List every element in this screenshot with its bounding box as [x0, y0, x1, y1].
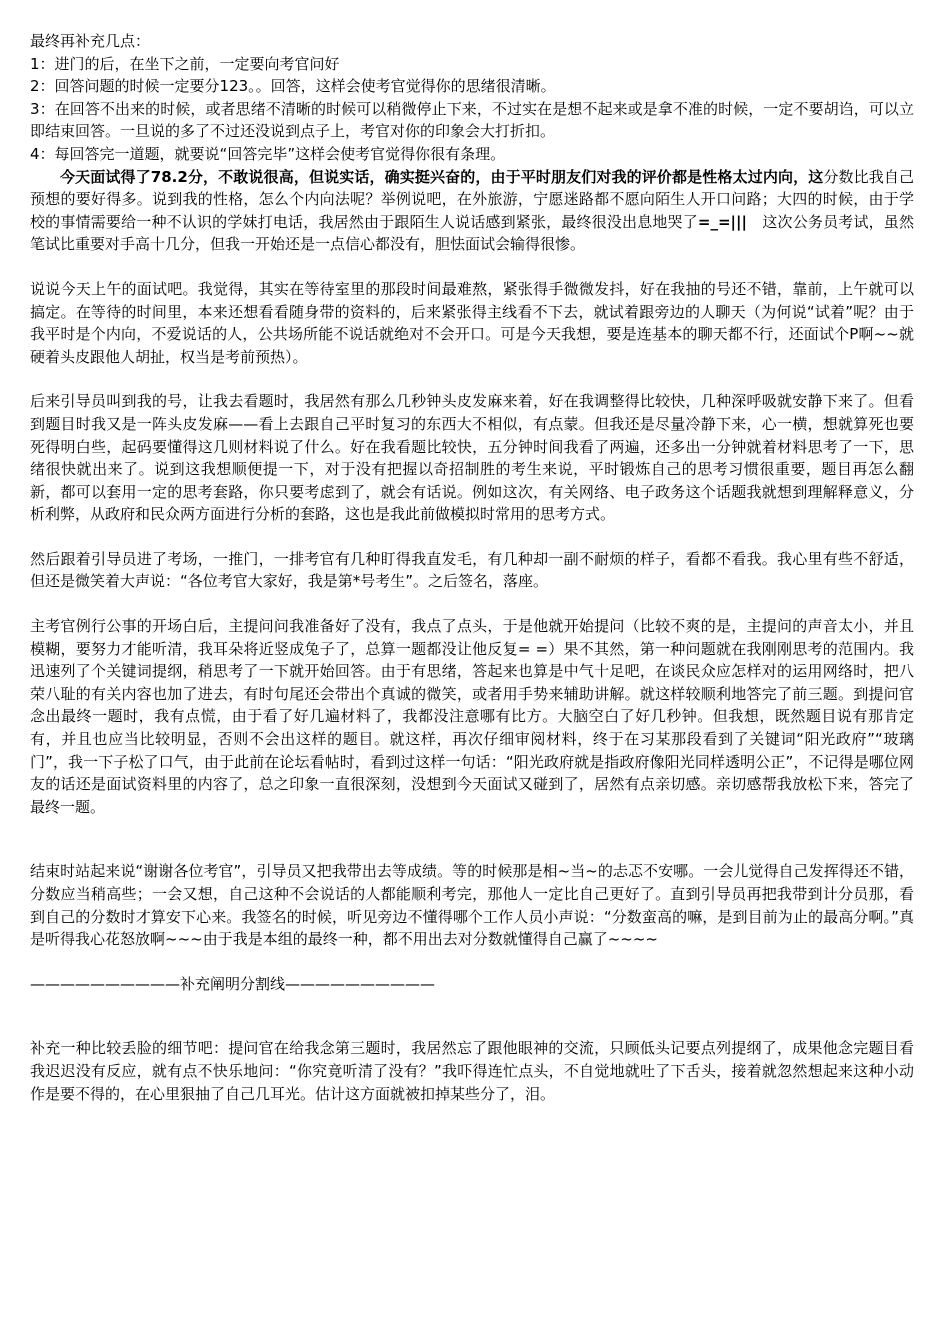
paragraph-reading: 后来引导员叫到我的号，让我去看题时，我居然有那么几秒钟头皮发麻来着，好在我调整得比较快，几种深呼吸就安静下来了。但看到题目时我又是一阵头皮发麻——看上去跟自己平时复习的东西大不相似，有点蒙。但我还是尽量冷静下来，心一横，想就算死也要死得明白些，起码要懂得这几则材料说了什么。好在我看题比较快，五分钟时间我看了两遍，还多出一分钟就着材料思考了一下，思绪很快就出来了。说到这我想顺便提一下，对于没有把握以奇招制胜的考生来说，平时锻炼自己的思考习惯很重要，题目再怎么翻新，都可以套用一定的思考套路，你只要考虑到了，就会有话说。例如这次，有关网络、电子政务这个话题我就想到理解释意义，分析利弊，从政府和民众两方面进行分析的套路，这也是我此前做模拟时常用的思考方式。 [30, 392, 914, 524]
tip-item-1: 1：进门的后，在坐下之前，一定要向考官问好 [30, 54, 340, 73]
tip-item-4: 4：每回答完一道题，就要说“回答完毕”这样会使考官觉得你很有条理。 [30, 144, 506, 163]
section-divider: ——————————补充阐明分割线—————————— [30, 974, 436, 993]
spacer [30, 951, 914, 973]
spacer [30, 593, 914, 615]
paragraph-waiting: 说说今天上午的面试吧。我觉得，其实在等待室里的那段时间最难熬，紧张得手微微发抖，好在我抽的号还不错，靠前，上午就可以搞定。在等待的时间里，本来还想看看随身带的资料的，后来紧张得主线看不下去，就试着跟旁边的人聊天（为何说“试着”呢？由于我平时是个内向，不爱说话的人，公共场所能不说话就绝对不会开口。可是今天我想，要是连基本的聊天都不行，还面试个P啊~~就硬着头皮跟他人胡扯，权当是考前预热）。 [30, 279, 914, 366]
emoticon-text: =_=||| [697, 212, 747, 231]
score-tail: 这次公务员考试，虽然笔试比重要对手高十几分，但我一开始还是一点信心都没有，胆怯面试会输得很惨。 [30, 212, 914, 254]
paragraph-detail: 补充一种比较丢脸的细节吧：提问官在给我念第三题时，我居然忘了跟他眼神的交流，只顾低头记要点列提纲了，成果他念完题目看我迟迟没有反应，就有点不快乐地问：“你究竟听清了没有？”我吓得连忙点头，不自觉地就吐了下舌头，接着就忽然想起来这种小动作是要不得的，在心里狠抽了自己几耳光。估计这方面就被扣掉某些分了，泪。 [30, 1039, 914, 1103]
tip-item-3: 3：在回答不出来的时候，或者思绪不清晰的时候可以稍微停止下来，不过实在是想不起来或是拿不准的时候，一定不要胡诌，可以立即结束回答。一旦说的多了不过还没说到点子上，考官对你的印象会大打折扣。 [30, 99, 914, 141]
spacer [30, 256, 914, 278]
spacer [30, 526, 914, 548]
document-page [30, 30, 914, 1105]
tips-intro: 最终再补充几点： [30, 32, 151, 50]
tip-item-2: 2：回答问题的时候一定要分123。。回答，这样会使考官觉得你的思绪很清晰。 [30, 77, 556, 96]
tips-section [30, 30, 914, 166]
spacer [30, 995, 914, 1037]
score-highlight: 今天面试得了78.2分，不敢说很高，但说实话，确实挺兴奋的，由于平时朋友们对我的评价都是性格太过内向，这 [60, 167, 824, 186]
paragraph-result: 结束时站起来说“谢谢各位考官”，引导员又把我带出去等成绩。等的时候那是相~当~的忐忑不安哪。一会儿觉得自己发挥得还不错，分数应当稍高些；一会又想，自己这种不会说话的人都能顺利考完，那他人一定比自己更好了。直到引导员再把我带到计分员那，看到自己的分数时才算安下心来。我签名的时候，听见旁边不懂得哪个工作人员小声说：“分数蛮高的嘛，是到目前为止的最高分啊。”真是听得我心花怒放啊~~~由于我是本组的最终一种，都不用出去对分数就懂得自己赢了~~~~ [30, 862, 914, 949]
paragraph-answering: 主考官例行公事的开场白后，主提问问我准备好了没有，我点了点头，于是他就开始提问（比较不爽的是，主提问的声音太小，并且模糊，要努力才能听清，我耳朵将近竖成兔子了，总算一题都没让他反复= =）果不其然，第一种问题就在我刚刚思考的范围内。我迅速列了个关键词提纲，稍思考了一下就开始回答。由于有思绪，答起来也算是中气十足吧，在谈民众应怎样对的运用网络时，把八荣八耻的有关内容也加了进去，有时句尾还会带出个真诚的微笑，或者用手势来辅助讲解。就这样较顺利地答完了前三题。到提问官念出最终一题时，我有点慌，由于看了好几遍材料了，我都没注意哪有比方。大脑空白了好几秒钟。但我想，既然题目说有那肯定有，并且也应当比较明显，否则不会出这样的题目。就这样，再次仔细审阅材料，终于在习某那段看到了关键词“阳光政府”“玻璃门”，我一下子松了口气，由于此前在论坛看帖时，看到过这样一句话：“阳光政府就是指政府像阳光同样透明公正”，不记得是哪位网友的话还是面试资料里的内容了，总之印象一直很深刻，没想到今天面试又碰到了，居然有点亲切感。亲切感帮我放松下来，答完了最终一题。 [30, 617, 914, 816]
score-text: 分数比我自己预想的要好得多。说到我的性格，怎么个内向法呢？举例说吧，在外旅游，宁愿迷路都不愿向陌生人开口问路；大四的时候，由于学校的事情需要给一种不认识的学妹打电话，我居然由于跟陌生人说话感到紧张，最终很没出息地哭了 [30, 167, 914, 231]
spacer [30, 368, 914, 390]
paragraph-score [30, 166, 914, 256]
spacer [30, 818, 914, 860]
paragraph-entering: 然后跟着引导员进了考场，一推门，一排考官有几种盯得我直发毛，有几种却一副不耐烦的样子，看都不看我。我心里有些不舒适，但还是微笑着大声说：“各位考官大家好，我是第*号考生”。之后签名，落座。 [30, 549, 914, 591]
